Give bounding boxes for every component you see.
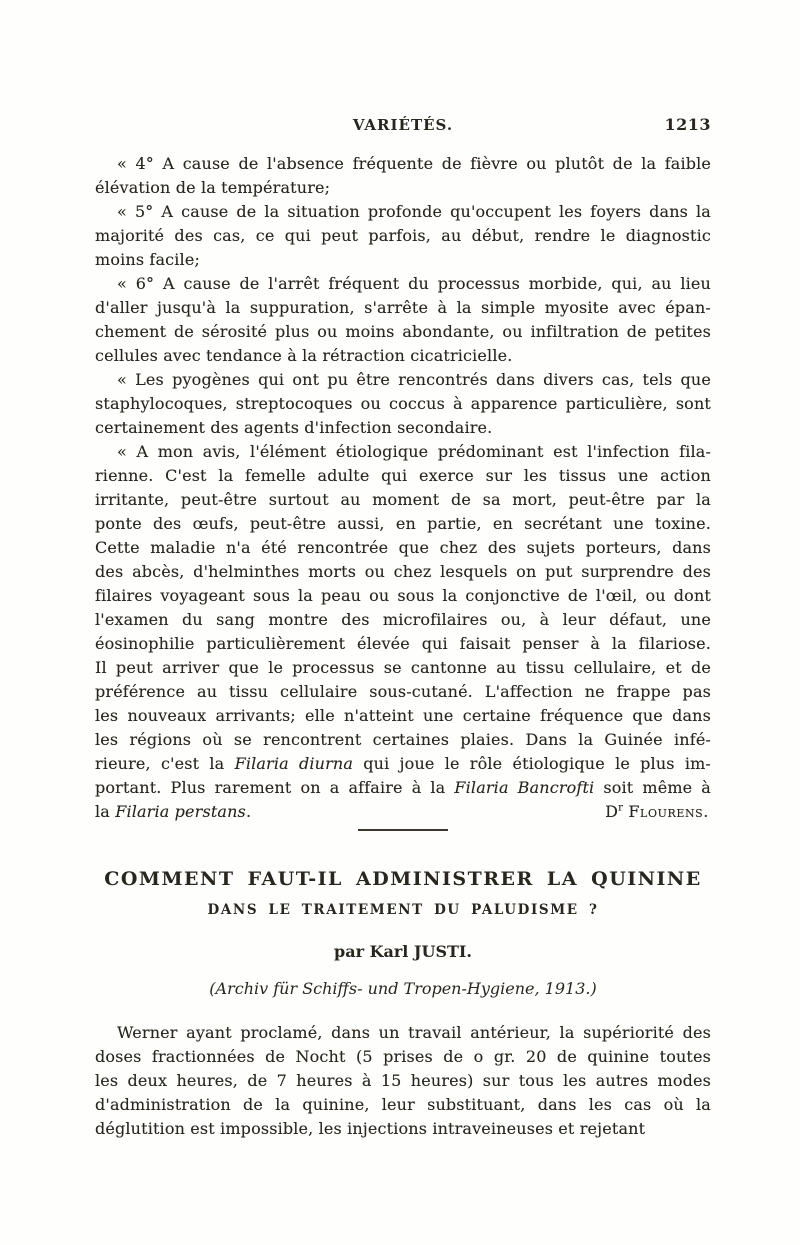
text-segment: Flourens. (628, 802, 709, 821)
text-line (95, 536, 711, 560)
text-segment: majorité des cas, ce qui peut parfois, au début, rendre le diagnostic (95, 226, 711, 245)
text-segment: certainement des agents d'infection secondaire. (95, 418, 493, 437)
text-line (95, 608, 711, 632)
text-segment: « 5° A cause de la situation profonde qu'occupent les foyers dans la (117, 202, 711, 221)
text-segment: D (605, 802, 619, 821)
page-number: 1213 (664, 115, 711, 134)
text-segment: chement de sérosité plus ou moins abondante, ou infiltration de petites (95, 322, 711, 341)
text-segment: Il peut arriver que le processus se cantonne au tissu cellulaire, et de (95, 658, 711, 677)
new-article-body (95, 1021, 711, 1141)
text-segment: « 4° A cause de l'absence fréquente de fièvre ou plutôt de la faible (117, 154, 711, 173)
text-segment: doses fractionnées de Nocht (5 prises de o gr. 20 de quinine toutes (95, 1047, 711, 1066)
text-segment: . (245, 802, 252, 821)
text-segment: moins facile; (95, 250, 200, 269)
text-segment: portant. Plus rarement on a affaire à la (95, 778, 455, 797)
text-segment: les deux heures, de 7 heures à 15 heures) sur tous les autres modes (95, 1071, 711, 1090)
text-line (95, 656, 711, 680)
section-divider-rule (358, 829, 448, 831)
text-segment: soit même à (594, 778, 711, 797)
running-head-title: VARIÉTÉS. (352, 116, 454, 134)
article-source-reference: (Archiv für Schiffs- und Tropen-Hygiene, 1913.) (209, 979, 597, 998)
text-line (95, 200, 711, 224)
text-segment: les nouveaux arrivants; elle n'atteint une certaine fréquence que dans (95, 706, 711, 725)
text-line (95, 272, 711, 296)
text-line (95, 176, 711, 200)
text-line (95, 440, 711, 464)
text-segment: Werner ayant proclamé, dans un travail antérieur, la supériorité des (117, 1023, 711, 1042)
text-line (95, 392, 711, 416)
text-segment: ponte des œufs, peut-être aussi, en partie, en secrétant une toxine. (95, 514, 711, 533)
text-segment: Filaria diurna (234, 754, 354, 773)
text-line (95, 296, 711, 320)
text-segment: irritante, peut-être surtout au moment de sa mort, peut-être par la (95, 490, 711, 509)
article-title: COMMENT FAUT-IL ADMINISTRER LA QUININE (104, 868, 702, 890)
text-segment: éosinophilie particulièrement élevée qui faisait penser à la filariose. (95, 634, 711, 653)
article-subtitle: DANS LE TRAITEMENT DU PALUDISME ? (207, 902, 599, 918)
text-segment: qui joue le rôle étiologique le plus im- (353, 754, 711, 773)
text-segment: staphylocoques, streptocoques ou coccus à apparence particulière, sont (95, 394, 711, 413)
text-line (95, 704, 711, 728)
text-segment: la (95, 802, 116, 821)
text-line (95, 152, 711, 176)
text-segment: rienne. C'est la femelle adulte qui exerce sur les tissus une action (95, 466, 711, 485)
text-line (95, 800, 711, 824)
text-segment: cellules avec tendance à la rétraction cicatricielle. (95, 346, 513, 365)
text-line (95, 584, 711, 608)
text-segment: déglutition est impossible, les injections intraveineuses et rejetant (95, 1119, 646, 1138)
author-signature (605, 800, 709, 824)
text-line (95, 416, 711, 440)
running-head (95, 116, 711, 136)
text-segment: « 6° A cause de l'arrêt fréquent du processus morbide, qui, au lieu (117, 274, 711, 293)
text-segment: r (618, 802, 624, 814)
text-segment: « A mon avis, l'élément étiologique prédominant est l'infection fila- (117, 442, 711, 461)
text-segment: préférence au tissu cellulaire sous-cutané. L'affection ne frappe pas (95, 682, 711, 701)
text-segment: élévation de la température; (95, 178, 331, 197)
text-line (95, 632, 711, 656)
text-line (95, 344, 711, 368)
text-line (95, 728, 711, 752)
text-segment: Filaria perstans (115, 802, 246, 821)
text-line (95, 488, 711, 512)
text-segment: Filaria Bancrofti (454, 778, 595, 797)
text-line (95, 776, 711, 800)
text-line (95, 368, 711, 392)
text-segment: rieure, c'est la (95, 754, 235, 773)
text-block (95, 116, 711, 1141)
text-line (95, 560, 711, 584)
text-line (95, 680, 711, 704)
text-segment: « Les pyogènes qui ont pu être rencontrés dans divers cas, tels que (117, 370, 711, 389)
text-line (95, 320, 711, 344)
text-line (95, 512, 711, 536)
text-line (95, 1117, 711, 1141)
text-segment: Cette maladie n'a été rencontrée que chez des sujets porteurs, dans (95, 538, 711, 557)
text-line (95, 752, 711, 776)
text-segment: filaires voyageant sous la peau ou sous la conjonctive de l'œil, ou dont (95, 586, 711, 605)
text-line (95, 1045, 711, 1069)
text-line (95, 1069, 711, 1093)
text-line (95, 1021, 711, 1045)
text-segment: l'examen du sang montre des microfilaires ou, à leur défaut, une (95, 610, 711, 629)
text-segment: des abcès, d'helminthes morts ou chez lesquels on put surprendre des (95, 562, 711, 581)
text-line (95, 1093, 711, 1117)
new-article-heading-block (95, 867, 711, 1000)
text-segment: les régions où se rencontrent certaines plaies. Dans la Guinée infé- (95, 730, 711, 749)
article-byline: par Karl JUSTI. (334, 942, 472, 961)
text-line (95, 248, 711, 272)
text-line (95, 464, 711, 488)
article-continuation-body (95, 152, 711, 824)
text-segment: d'aller jusqu'à la suppuration, s'arrête à la simple myosite avec épan- (95, 298, 711, 317)
text-line (95, 224, 711, 248)
text-segment: d'administration de la quinine, leur substituant, dans les cas où la (95, 1095, 711, 1114)
